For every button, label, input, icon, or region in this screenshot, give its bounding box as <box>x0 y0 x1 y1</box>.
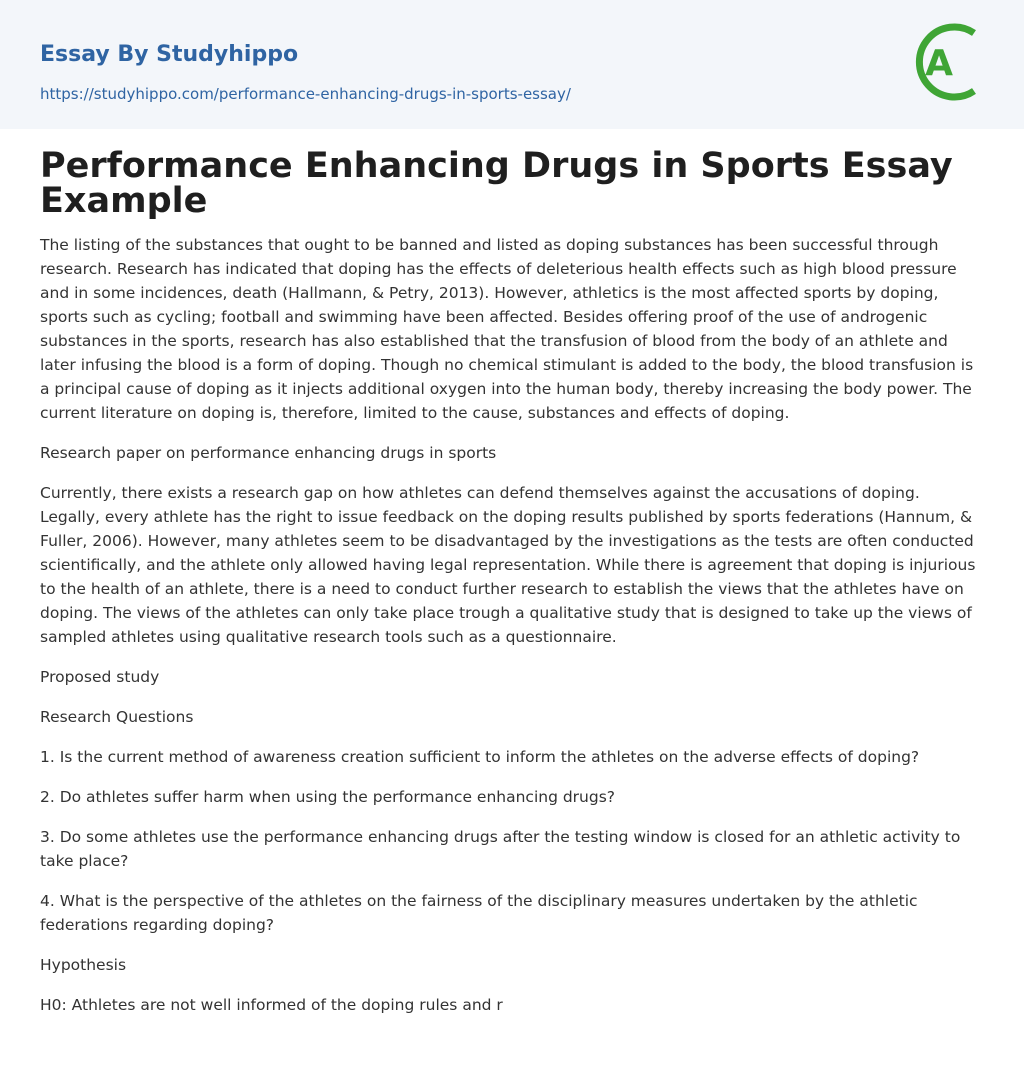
paragraph-intro: The listing of the substances that ought to be banned and listed as doping substances has been successful through research. Research has indicated that doping has the effects of deleterious health effects such as high blood pressure and in some incidences, death (Hallmann, & Petry, 2013). However, athletics is the most affected sports by doping, sports such as cycling; football and swimming have been affected. Besides offering proof of the use of androgenic substances in the sports, research has also established that the transfusion of blood from the body of an athlete and later infusing the blood is a form of doping. Though no chemical stimulant is added to the body, the blood transfusion is a principal cause of doping as it injects additional oxygen into the human body, thereby increasing the body power. The current literature on doping is, therefore, limited to the cause, substances and effects of doping. <box>40 236 974 422</box>
page-title: Performance Enhancing Drugs in Sports Essay Example <box>40 146 953 221</box>
brand-title[interactable]: Essay By Studyhippo <box>40 42 299 67</box>
studyhippo-logo-icon[interactable] <box>912 18 986 106</box>
question-item-2: 2. Do athletes suffer harm when using the performance enhancing drugs? <box>40 788 616 806</box>
source-url-link[interactable]: https://studyhippo.com/performance-enhancing-drugs-in-sports-essay/ <box>40 85 571 103</box>
section-label-research-questions: Research Questions <box>40 708 194 726</box>
article-body <box>0 129 1024 1017</box>
question-item-1: 1. Is the current method of awareness creation sufficient to inform the athletes on the adverse effects of doping? <box>40 748 920 766</box>
hypothesis-h0: H0: Athletes are not well informed of the doping rules and r <box>40 996 503 1014</box>
section-label-hypothesis: Hypothesis <box>40 956 127 974</box>
logo-letter: A <box>925 43 953 84</box>
paragraph-research-gap: Currently, there exists a research gap on how athletes can defend themselves against the accusations of doping. Legally, every athlete has the right to issue feedback on the doping results published by sports federations (Hannum, & Fuller, 2006). However, many athletes seem to be disadvantaged by the investigations as the tests are often conducted scientifically, and the athlete only allowed having legal representation. While there is agreement that doping is injurious to the health of an athlete, there is a need to conduct further research to establish the views that the athletes have on doping. The views of the athletes can only take place trough a qualitative study that is designed to take up the views of sampled athletes using qualitative research tools such as a questionnaire. <box>40 484 976 646</box>
question-item-4: 4. What is the perspective of the athletes on the fairness of the disciplinary measures undertaken by the athletic federations regarding doping? <box>40 892 918 934</box>
section-label-research-paper: Research paper on performance enhancing drugs in sports <box>40 444 497 462</box>
question-item-3: 3. Do some athletes use the performance enhancing drugs after the testing window is closed for an athletic activity to take place? <box>40 828 961 870</box>
site-header <box>0 0 1024 129</box>
section-label-proposed-study: Proposed study <box>40 668 160 686</box>
